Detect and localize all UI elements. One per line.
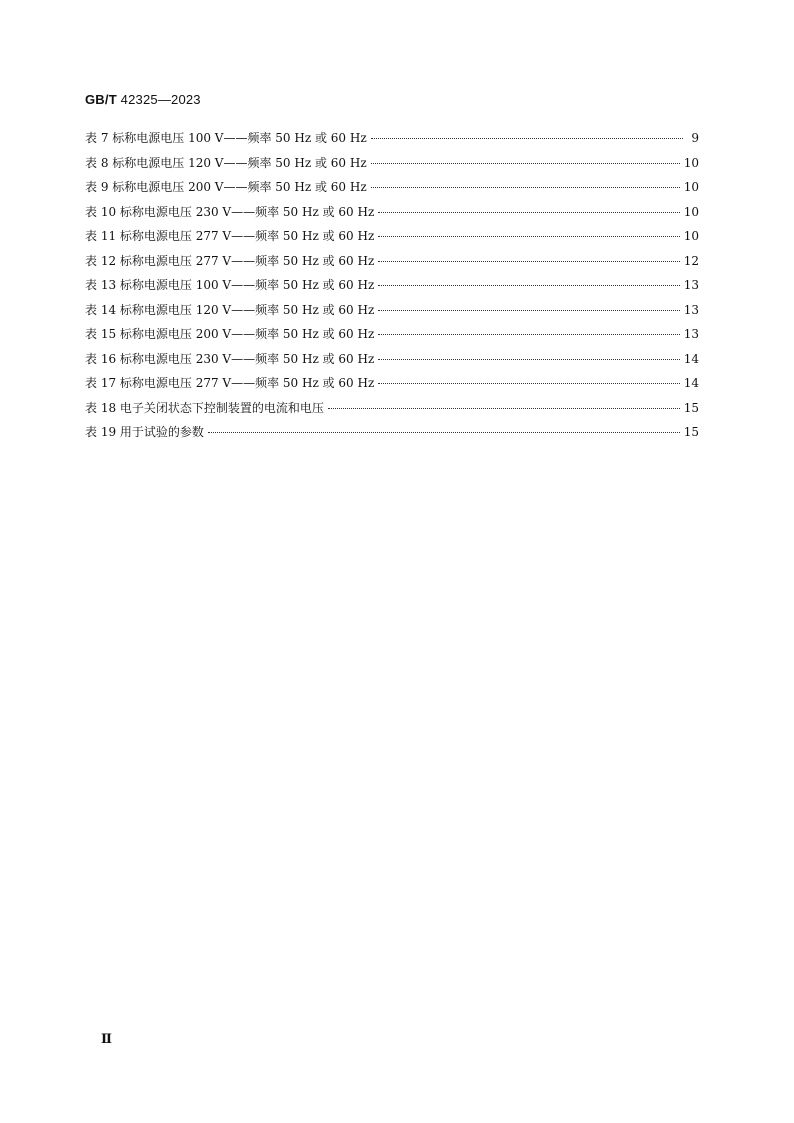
- toc-entry-label: 表 13 标称电源电压 100 V——频率 50 Hz 或 60 Hz: [85, 278, 375, 292]
- toc-entry-label: 表 12 标称电源电压 277 V——频率 50 Hz 或 60 Hz: [85, 253, 375, 268]
- standard-number: 42325—2023: [120, 92, 201, 107]
- toc-leader-dots: [378, 359, 679, 360]
- toc-entry-label: 表 14 标称电源电压 120 V——频率 50 Hz 或 60 Hz: [85, 302, 375, 317]
- toc-entry[interactable]: [85, 276, 699, 301]
- toc-entry-page: 13: [683, 278, 699, 292]
- toc-entry-page: 15: [683, 425, 699, 439]
- toc-entry-page: 9: [691, 131, 699, 145]
- toc-entry[interactable]: [85, 227, 699, 252]
- toc-entry-label: 表 15 标称电源电压 200 V——频率 50 Hz 或 60 Hz: [85, 327, 375, 341]
- toc-leader-dots: [371, 163, 680, 164]
- toc-entry-label: 表 17 标称电源电压 277 V——频率 50 Hz 或 60 Hz: [85, 376, 375, 390]
- toc-entry-page: 13: [683, 327, 699, 341]
- toc-entry[interactable]: [85, 252, 699, 277]
- toc-entry-label: 表 9 标称电源电压 200 V——频率 50 Hz 或 60 Hz: [85, 180, 367, 194]
- toc-leader-dots: [328, 408, 680, 409]
- toc-entry-label: 表 8 标称电源电压 120 V——频率 50 Hz 或 60 Hz: [85, 155, 367, 170]
- table-of-contents: [85, 129, 699, 448]
- toc-leader-dots: [378, 236, 679, 237]
- toc-leader-dots: [378, 261, 679, 262]
- toc-entry[interactable]: [85, 350, 699, 375]
- toc-entry[interactable]: [85, 423, 699, 448]
- toc-entry-page: 10: [683, 229, 699, 243]
- toc-entry[interactable]: [85, 399, 699, 424]
- toc-leader-dots: [378, 383, 679, 384]
- toc-entry-page: 10: [683, 155, 699, 170]
- toc-entry-page: 10: [683, 180, 699, 194]
- toc-entry[interactable]: [85, 129, 699, 154]
- toc-leader-dots: [378, 212, 679, 213]
- document-header: [85, 92, 201, 107]
- toc-entry-label: 表 18 电子关闭状态下控制装置的电流和电压: [85, 400, 324, 415]
- toc-entry-label: 表 19 用于试验的参数: [85, 425, 204, 439]
- toc-leader-dots: [378, 310, 679, 311]
- toc-entry-page: 14: [683, 351, 699, 366]
- toc-entry[interactable]: [85, 374, 699, 399]
- toc-leader-dots: [378, 334, 679, 335]
- toc-entry-page: 13: [683, 302, 699, 317]
- toc-leader-dots: [371, 138, 683, 139]
- toc-entry-label: 表 16 标称电源电压 230 V——频率 50 Hz 或 60 Hz: [85, 351, 375, 366]
- toc-entry-label: 表 10 标称电源电压 230 V——频率 50 Hz 或 60 Hz: [85, 204, 375, 219]
- toc-entry-page: 12: [683, 253, 699, 268]
- toc-entry-page: 14: [683, 376, 699, 390]
- toc-entry-page: 15: [683, 400, 699, 415]
- toc-entry-label: 表 11 标称电源电压 277 V——频率 50 Hz 或 60 Hz: [85, 229, 375, 243]
- standard-prefix: GB/T: [85, 92, 117, 107]
- toc-entry-label: 表 7 标称电源电压 100 V——频率 50 Hz 或 60 Hz: [85, 131, 367, 145]
- toc-entry[interactable]: [85, 178, 699, 203]
- toc-entry[interactable]: [85, 154, 699, 179]
- toc-leader-dots: [371, 187, 680, 188]
- toc-entry[interactable]: [85, 203, 699, 228]
- page-number: Ⅱ: [101, 1032, 112, 1047]
- toc-leader-dots: [378, 285, 679, 286]
- toc-entry[interactable]: [85, 325, 699, 350]
- toc-entry-page: 10: [683, 204, 699, 219]
- toc-entry[interactable]: [85, 301, 699, 326]
- toc-leader-dots: [208, 432, 680, 433]
